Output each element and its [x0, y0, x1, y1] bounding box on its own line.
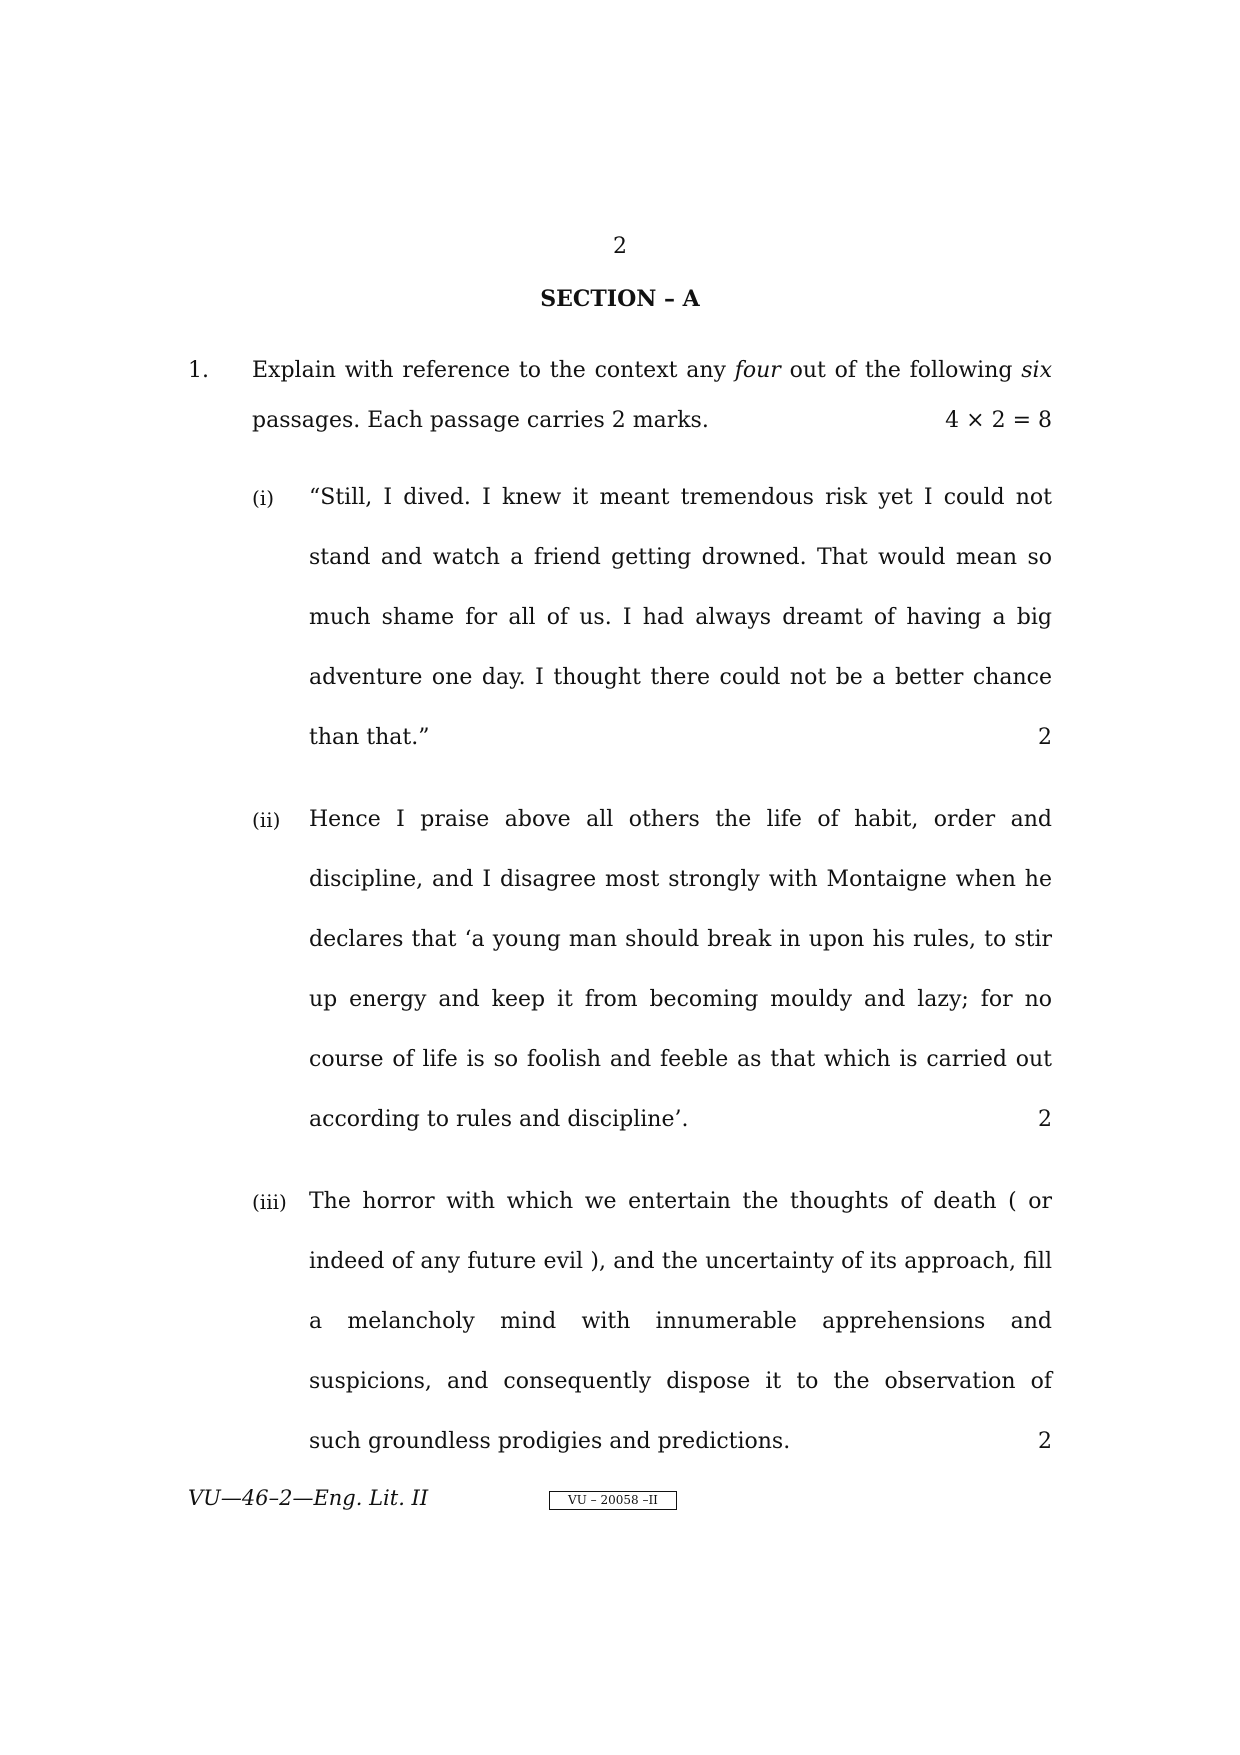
passage-line: declares that ‘a young man should break in upon his rules, to stir [309, 927, 1052, 952]
passage-marks: 2 [1038, 1429, 1052, 1454]
instruction-emphasis-four: four [734, 358, 781, 383]
passage-line: suspicions, and consequently dispose it to the observation of [309, 1369, 1052, 1394]
passage-line: “Still, I dived. I knew it meant tremendous risk yet I could not [309, 485, 1052, 510]
section-heading: SECTION – A [540, 286, 700, 312]
passage-label: (iii) [252, 1190, 287, 1214]
passage-line: indeed of any future evil ), and the uncertainty of its approach, fill [309, 1249, 1052, 1274]
passage-label: (ii) [252, 808, 281, 832]
footer-paper-code: VU—46–2—Eng. Lit. II [188, 1486, 429, 1510]
instruction-text-a: Explain with reference to the context any [252, 358, 735, 383]
question-instruction-line-1 [252, 356, 1052, 386]
passage-line [309, 723, 1052, 753]
passage-line [309, 1105, 1052, 1135]
page-number: 2 [613, 234, 627, 259]
passage-label: (i) [252, 486, 275, 510]
instruction-text-b: out of the following [780, 358, 1022, 383]
passage-line: adventure one day. I thought there could not be a better chance [309, 665, 1052, 690]
passage-line: stand and watch a friend getting drowned. That would mean so [309, 545, 1052, 570]
passage-last-text: than that.” [309, 725, 430, 750]
passage-line: Hence I praise above all others the life of habit, order and [309, 807, 1052, 832]
passage-line: much shame for all of us. I had always dreamt of having a big [309, 605, 1052, 630]
passage-marks: 2 [1038, 725, 1052, 750]
passage-last-text: such groundless prodigies and predictions. [309, 1429, 791, 1454]
passage-line [309, 1427, 1052, 1457]
instruction-emphasis-six: six [1021, 358, 1052, 383]
passage-line: up energy and keep it from becoming mouldy and lazy; for no [309, 987, 1052, 1012]
passage-line: The horror with which we entertain the thoughts of death ( or [309, 1189, 1052, 1214]
passage-last-text: according to rules and discipline’. [309, 1107, 689, 1132]
passage-line: discipline, and I disagree most strongly with Montaigne when he [309, 867, 1052, 892]
passage-line: a melancholy mind with innumerable apprehensions and [309, 1309, 1052, 1334]
footer-box-code: VU – 20058 –II [549, 1491, 677, 1510]
passage-marks: 2 [1038, 1107, 1052, 1132]
instruction-text-c: passages. Each passage carries 2 marks. [252, 408, 709, 433]
question-number: 1. [188, 358, 209, 383]
question-instruction-line-2 [252, 406, 1052, 436]
passage-line: course of life is so foolish and feeble as that which is carried out [309, 1047, 1052, 1072]
total-marks: 4 × 2 = 8 [945, 408, 1052, 433]
